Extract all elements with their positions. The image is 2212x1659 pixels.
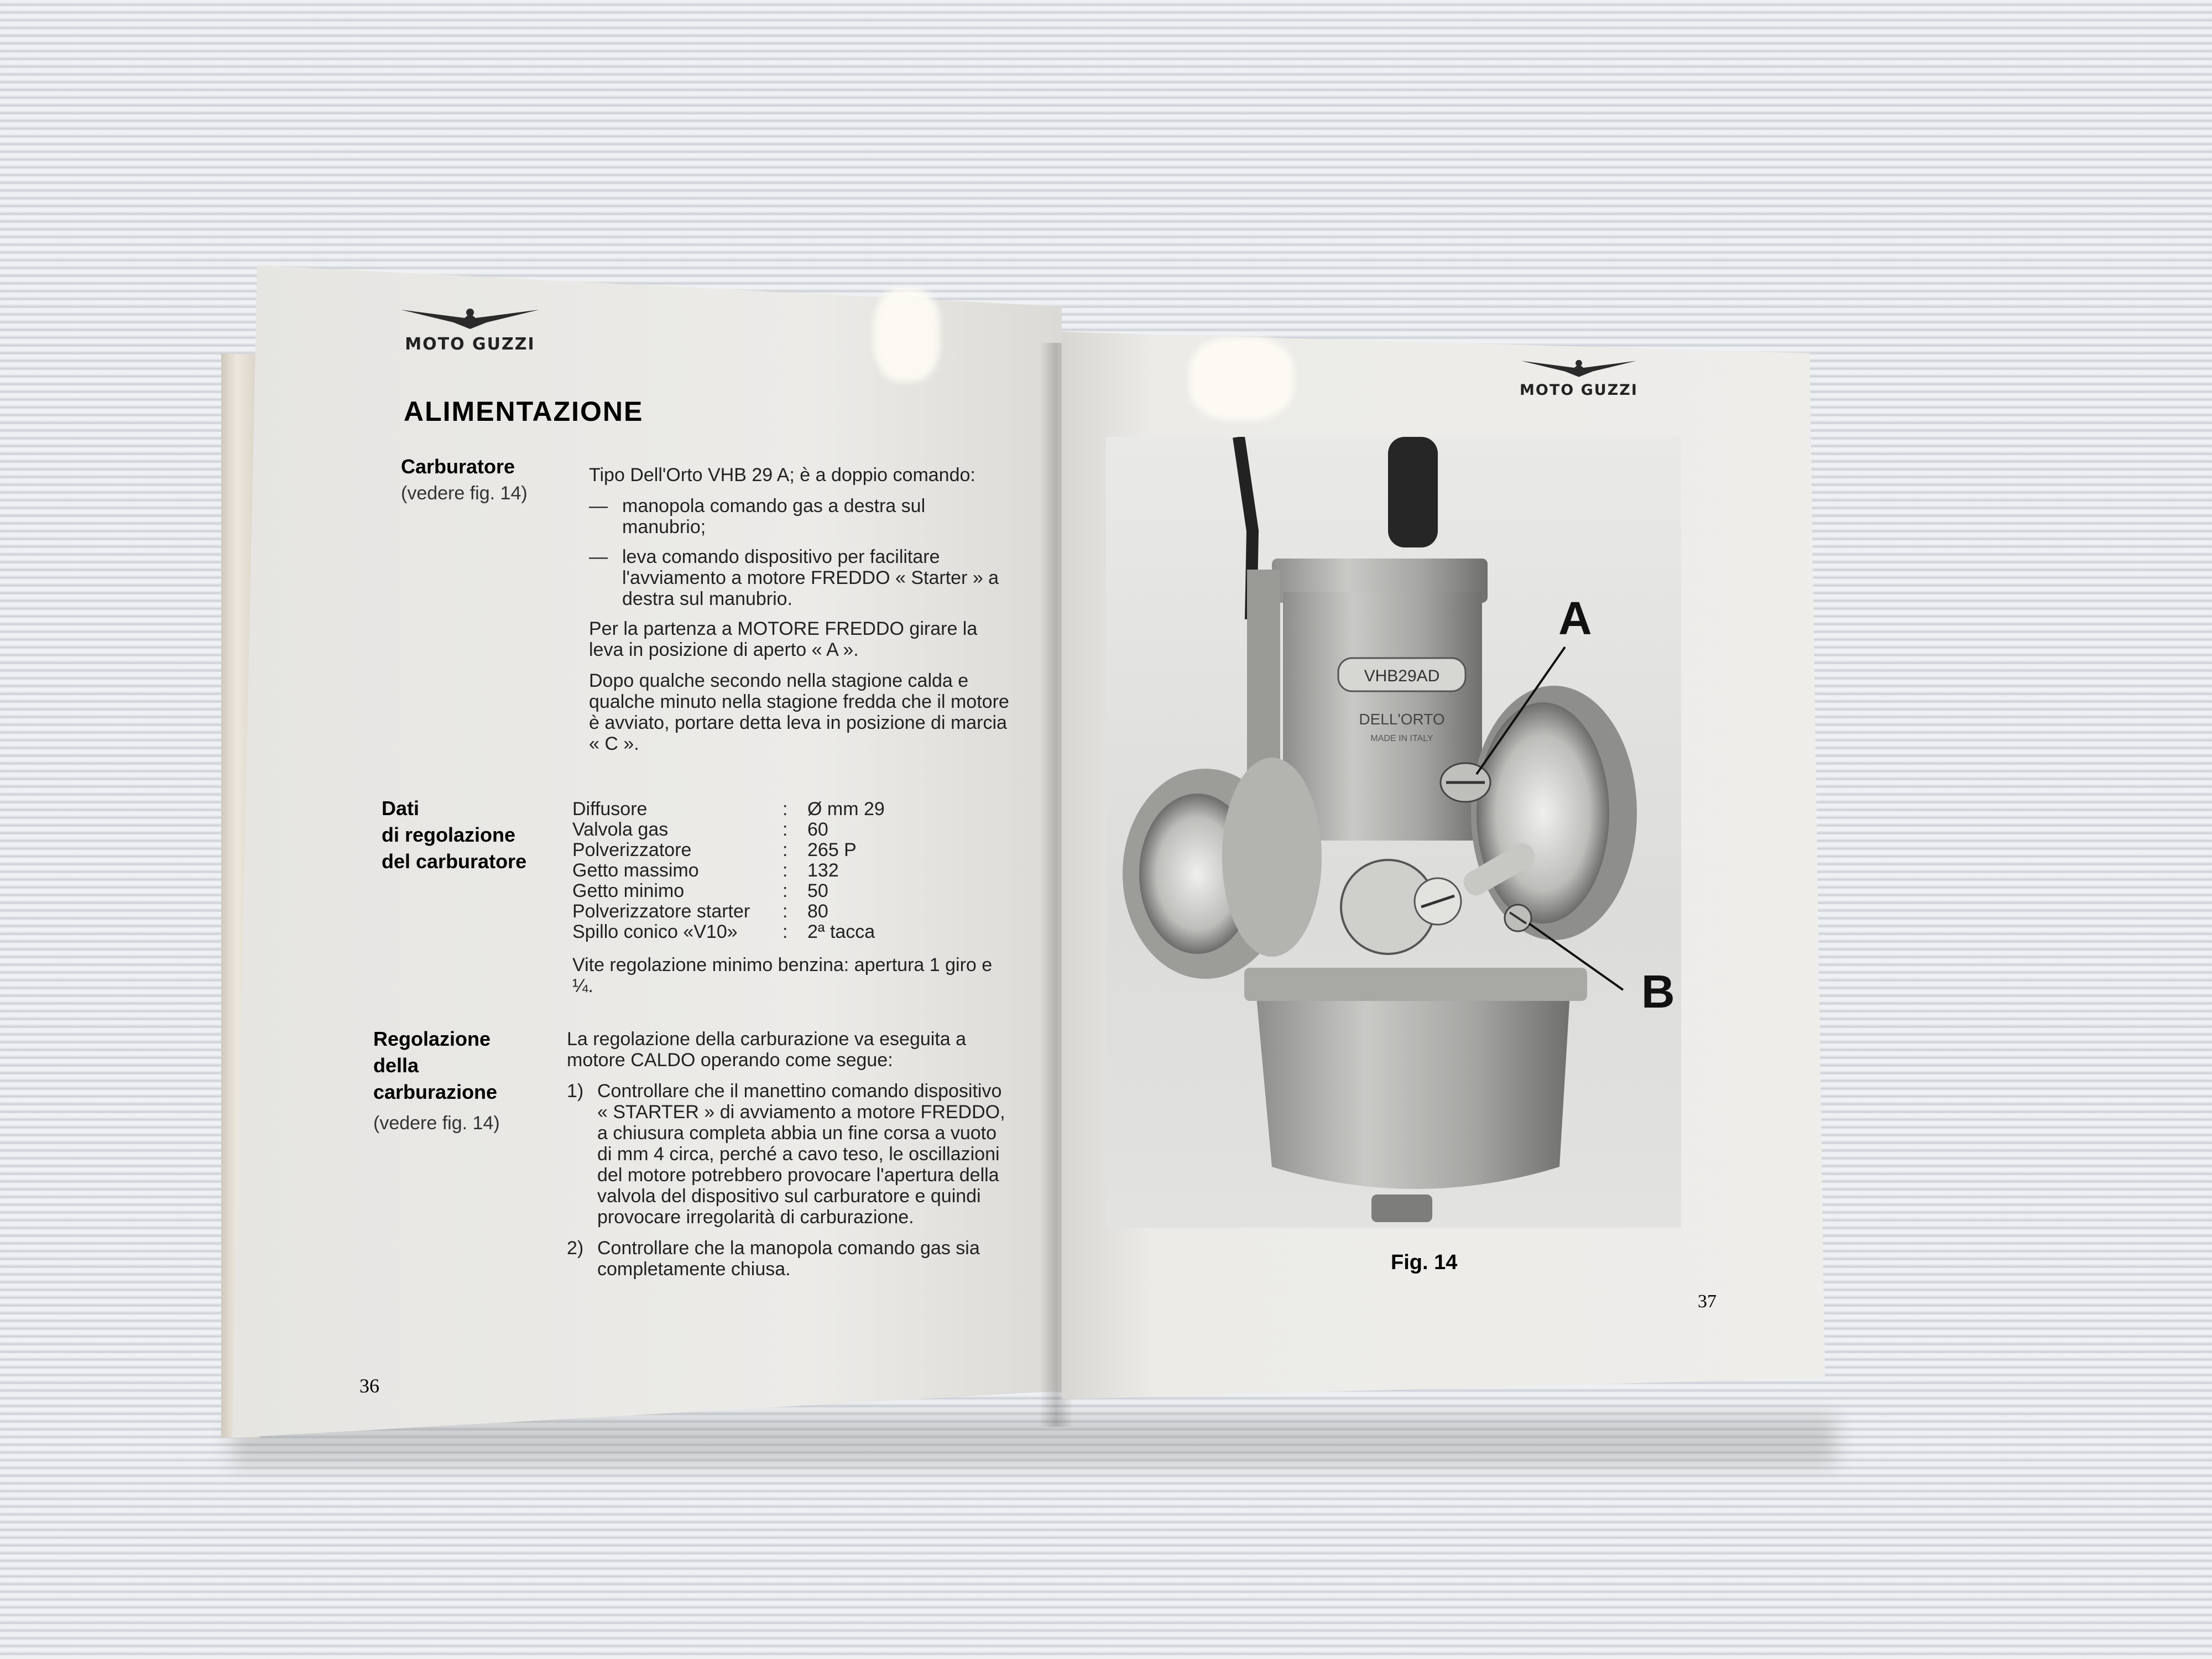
spec-value: 60 [807,819,828,840]
body-marking: VHB29AD [1364,667,1440,685]
spec-colon: : [782,799,788,820]
spec-key: Spillo conico «V10» [572,921,738,942]
spec-colon: : [782,860,788,881]
eagle-logo-icon [1515,354,1642,382]
page-stain [874,288,940,382]
spec-colon: : [782,921,788,942]
regolazione-heading [373,1026,500,1136]
spec-colon: : [782,819,788,840]
list-item-text: manopola comando gas a destra sul manubrio; [622,495,926,538]
page-number-left: 36 [359,1375,379,1397]
carburatore-intro: Tipo Dell'Orto VHB 29 A; è a doppio comando: [589,465,975,486]
regolazione-heading-line: Regolazione [373,1027,491,1050]
spec-key: Polverizzatore starter [572,901,750,922]
page-number-right: 37 [1698,1291,1717,1312]
dati-heading [382,795,526,875]
dati-heading-line: del carburatore [382,850,527,873]
spec-value: 265 P [807,839,857,860]
moto-guzzi-logo-right [1515,354,1642,399]
carburatore-para2: Dopo qualche secondo nella stagione calda e qualche minuto nella stagione fredda che il motore è avviato, portare detta leva in posizione di marcia « C ». [589,670,1009,754]
moto-guzzi-logo-left [398,301,542,354]
spec-colon: : [782,839,788,860]
list-item [589,495,1009,538]
regolazione-intro: La regolazione della carburazione va eseguita a motore CALDO operando come segue: [567,1029,967,1071]
logo-text: MOTO GUZZI [1520,382,1638,399]
regolazione-fig-ref: (vedere fig. 14) [373,1113,500,1134]
spec-value: Ø mm 29 [807,799,885,820]
regolazione-heading-line: della [373,1054,419,1077]
spec-value: 80 [807,901,828,922]
logo-text: MOTO GUZZI [405,335,535,354]
figure-caption: Fig. 14 [1391,1251,1458,1274]
spec-value: 2ª tacca [807,921,875,942]
dati-heading-line: di regolazione [382,823,516,846]
step-number: 1) [567,1081,584,1102]
step-text: Controllare che la manopola comando gas sia completamente chiusa. [597,1238,980,1280]
table-row [572,881,885,901]
dati-body [572,799,1009,1006]
table-row [572,922,885,942]
page-title: ALIMENTAZIONE [404,396,644,427]
spec-value: 132 [807,860,839,881]
list-item [567,1081,1009,1228]
spec-colon: : [782,880,788,901]
carburatore-body [589,465,1009,764]
table-row [572,860,885,881]
spec-value: 50 [807,880,828,901]
made-in-marking: MADE IN ITALY [1370,734,1433,743]
table-row [572,840,885,860]
dati-heading-line: Dati [382,797,420,820]
dash-bullet: — [589,495,608,517]
table-row [572,820,885,840]
carburatore-heading [401,453,528,507]
cable-boot [1388,437,1438,547]
carburetor-spec-table [572,799,885,942]
spec-key: Getto massimo [572,860,699,881]
table-row [572,799,885,820]
carburatore-fig-ref: (vedere fig. 14) [401,483,528,504]
dash-bullet: — [589,546,608,567]
eagle-logo-icon [398,301,542,335]
spec-key: Valvola gas [572,819,669,840]
spec-key: Diffusore [572,799,648,820]
carburetor-illustration [1106,437,1681,1228]
list-item [589,546,1009,609]
spec-key: Polverizzatore [572,839,692,860]
carburatore-heading-text: Carburatore [401,455,515,478]
brand-marking: DELL'ORTO [1359,711,1445,728]
callout-a: A [1558,592,1592,644]
list-item-text: leva comando dispositivo per facilitare l'avviamento a motore FREDDO « Starter » a destra sul manubrio. [622,546,999,609]
dati-note: Vite regolazione minimo benzina: apertura 1 giro e ¼. [572,954,993,997]
spec-key: Getto minimo [572,880,685,901]
regolazione-heading-line: carburazione [373,1081,498,1103]
table-row [572,901,885,922]
spec-colon: : [782,901,788,922]
list-item [567,1238,1009,1280]
carburatore-para1: Per la partenza a MOTORE FREDDO girare la leva in posizione di aperto « A ». [589,618,978,660]
step-number: 2) [567,1238,584,1259]
page-stain [1189,337,1294,420]
regolazione-body [567,1029,1009,1290]
carburetor-photo [1106,437,1681,1228]
step-text: Controllare che il manettino comando dispositivo « STARTER » di avviamento a motore FREDDO, a chiusura completa abbia un fine corsa a vuoto di mm 4 circa, perché a cavo teso, le oscillazioni del motore potrebbero provocare l'apertura della valvola del dispositivo sul carburatore e quindi provocare irregolarità di carburazione. [597,1081,1005,1228]
callout-b: B [1641,966,1675,1018]
